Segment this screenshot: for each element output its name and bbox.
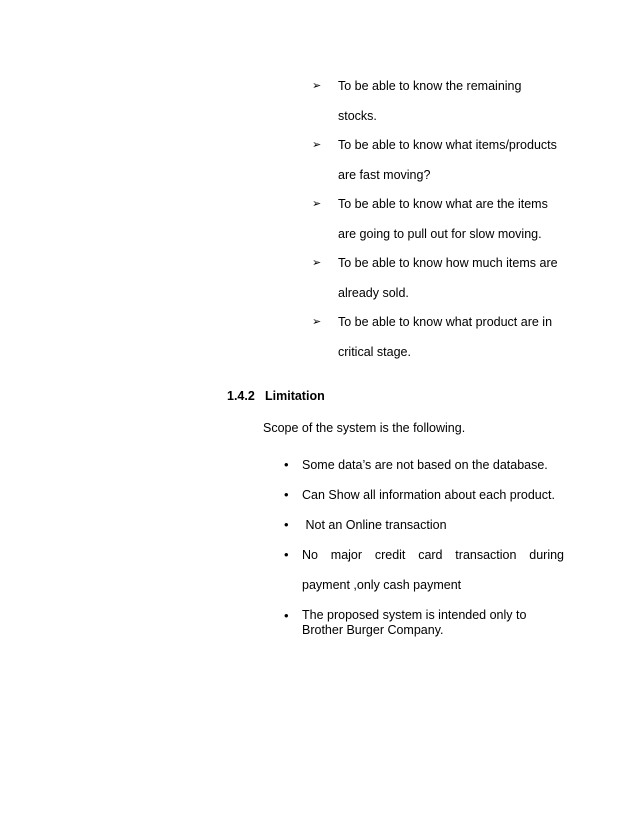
list-item bbox=[312, 190, 572, 249]
list-item-text: critical stage. bbox=[338, 344, 411, 359]
list-item bbox=[312, 131, 572, 190]
list-item-text: No major credit card transaction during bbox=[302, 548, 564, 562]
list-item-text: To be able to know the remaining bbox=[338, 79, 522, 93]
list-item-text: stocks. bbox=[338, 108, 377, 123]
bullet-icon: • bbox=[284, 517, 289, 532]
objectives-list bbox=[312, 72, 572, 367]
list-item-text: are going to pull out for slow moving. bbox=[338, 226, 542, 241]
section-title: Limitation bbox=[265, 389, 325, 403]
bullet-icon: • bbox=[284, 457, 289, 472]
section-number: 1.4.2 bbox=[227, 389, 255, 403]
arrow-bullet-icon: ➢ bbox=[312, 139, 322, 151]
list-item-text: To be able to know what product are in bbox=[338, 315, 553, 329]
list-item bbox=[282, 450, 564, 480]
bullet-icon: • bbox=[284, 547, 289, 562]
list-item-text: already sold. bbox=[338, 285, 409, 300]
arrow-bullet-icon: ➢ bbox=[312, 316, 322, 328]
list-item bbox=[282, 540, 564, 600]
list-item-text: are fast moving? bbox=[338, 167, 431, 182]
arrow-bullet-icon: ➢ bbox=[312, 80, 322, 92]
list-item-text: Brother Burger Company. bbox=[302, 623, 444, 637]
arrow-bullet-icon: ➢ bbox=[312, 257, 322, 269]
list-item-text: Some data’s are not based on the database. bbox=[302, 458, 548, 472]
arrow-bullet-icon: ➢ bbox=[312, 198, 322, 210]
list-item-text: payment ,only cash payment bbox=[302, 578, 462, 592]
list-item-text: To be able to know what items/products bbox=[338, 138, 557, 152]
list-item-text: Can Show all information about each product. bbox=[302, 488, 555, 502]
list-item bbox=[312, 308, 572, 367]
list-item bbox=[282, 608, 564, 638]
list-item bbox=[282, 510, 564, 540]
list-item-text: To be able to know what are the items bbox=[338, 197, 548, 211]
list-item-text: To be able to know how much items are bbox=[338, 256, 558, 270]
list-item bbox=[312, 72, 572, 131]
list-item-text: Not an Online transaction bbox=[302, 518, 447, 532]
section-intro: Scope of the system is the following. bbox=[263, 421, 466, 435]
list-item bbox=[312, 249, 572, 308]
section-heading bbox=[227, 389, 325, 403]
bullet-icon: • bbox=[284, 608, 289, 623]
list-item bbox=[282, 480, 564, 510]
bullet-icon: • bbox=[284, 487, 289, 502]
list-item-text: The proposed system is intended only to bbox=[302, 608, 527, 622]
limitations-list bbox=[282, 450, 564, 638]
